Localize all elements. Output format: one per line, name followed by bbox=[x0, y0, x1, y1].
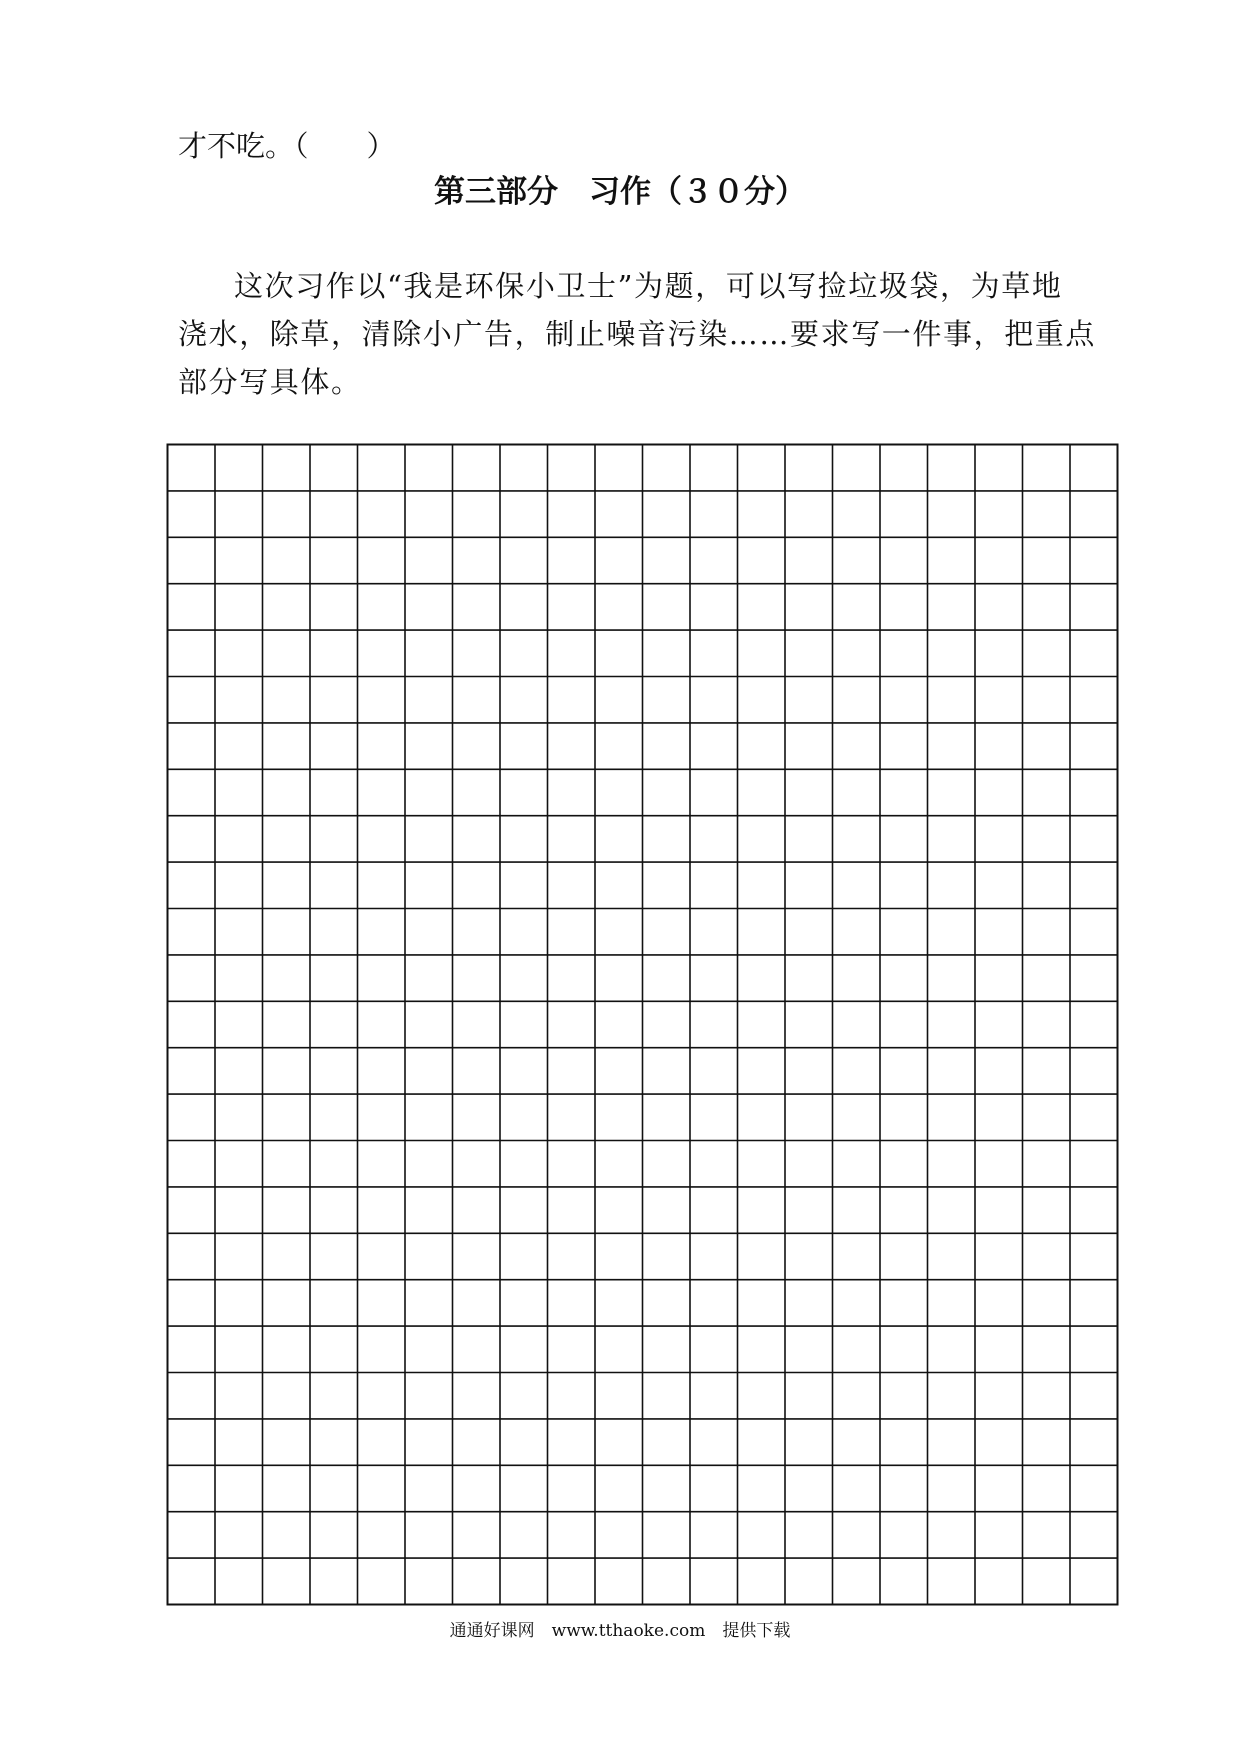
footer-source: 通通好课网 www.tthaoke.com 提供下载 bbox=[449, 1621, 791, 1641]
composition-writing-grid bbox=[166, 443, 1119, 1606]
composition-prompt bbox=[178, 262, 1097, 406]
prompt-line: 这次习作以“我是环保小卫士”为题，可以写捡垃圾袋，为草地 bbox=[234, 269, 1063, 303]
prompt-line: 部分写具体。 bbox=[178, 365, 362, 399]
prompt-line: 浇水，除草，清除小广告，制止噪音污染……要求写一件事，把重点 bbox=[178, 317, 1097, 351]
section-title: 第三部分 习作（３０分） bbox=[434, 174, 806, 210]
previous-question-continuation: 才不吃。（ ） bbox=[178, 129, 396, 163]
